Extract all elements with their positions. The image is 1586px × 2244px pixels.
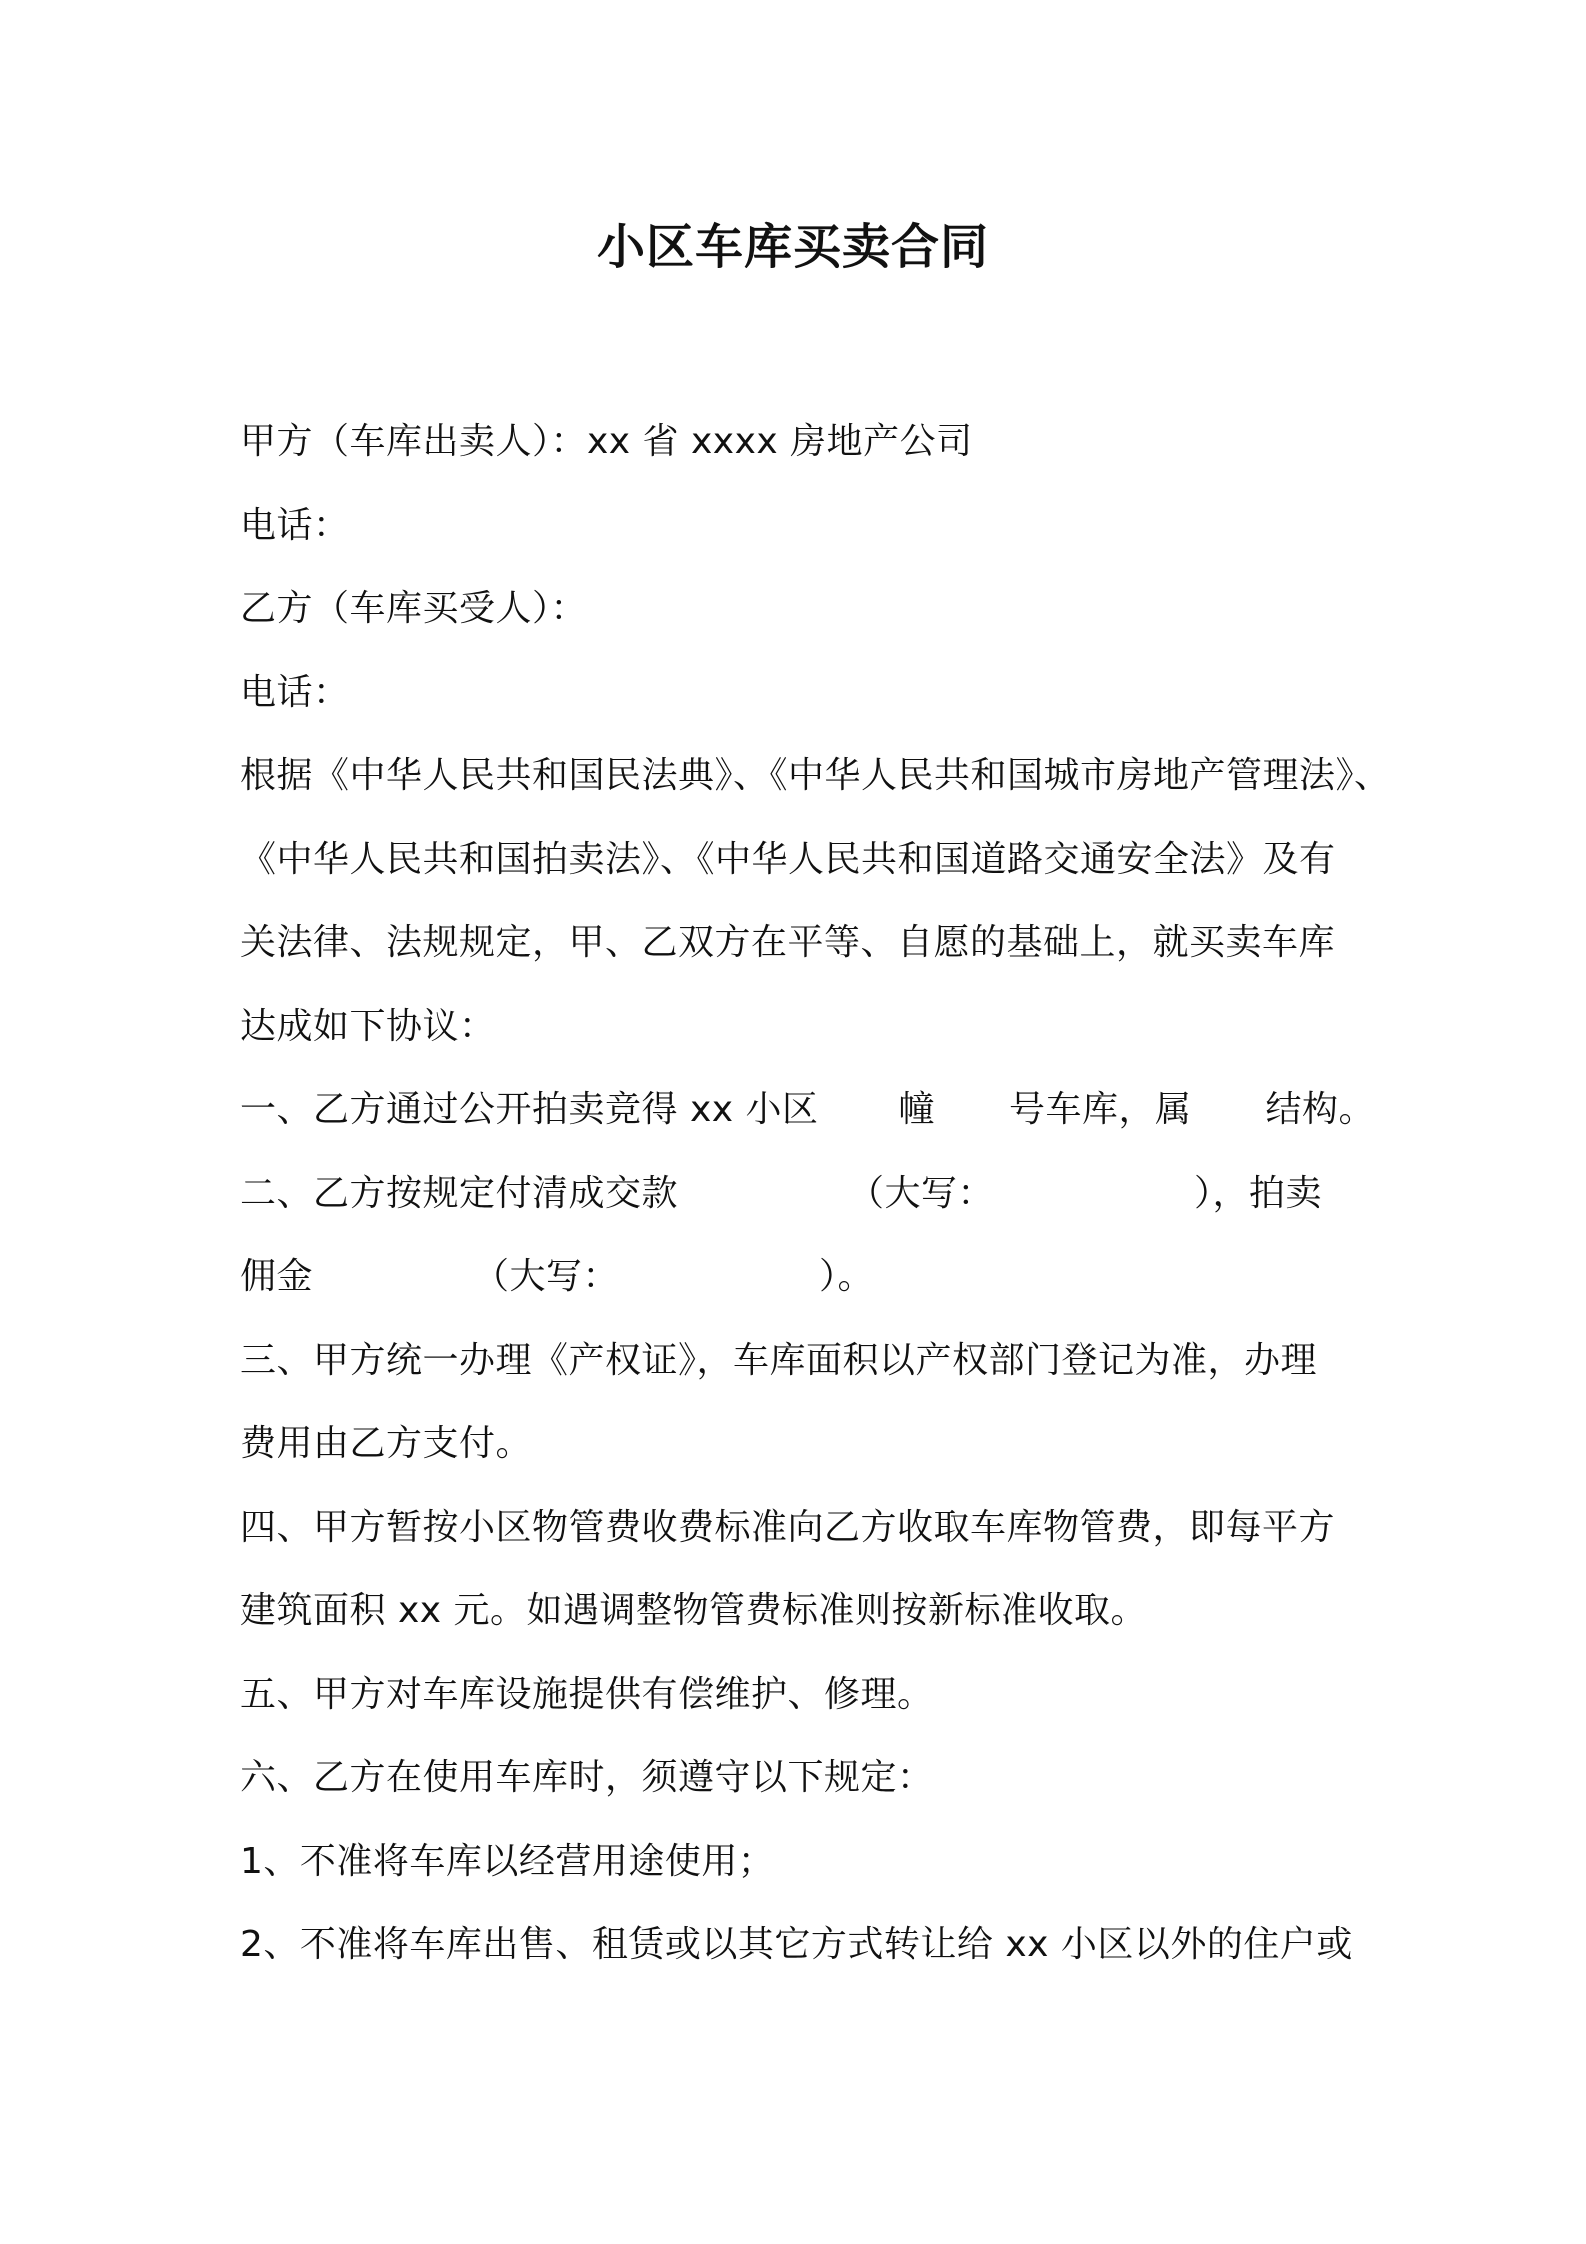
party-b-phone: 电话：	[240, 671, 350, 713]
clause-5: 五、甲方对车库设施提供有偿维护、修理。	[240, 1673, 934, 1715]
party-b-line: 乙方（车库买受人）：	[240, 588, 588, 629]
clause-2-line-2	[240, 1235, 1370, 1319]
preamble-line-1: 根据《中华人民共和国民法典》、《中华人民共和国城市房地产管理法》、	[240, 755, 1391, 796]
contract-body	[240, 400, 1391, 1987]
clause-2-part-5: （大写：	[473, 1256, 620, 1297]
clause-2-part-2: （大写：	[848, 1172, 995, 1214]
document-title: 小区车库买卖合同	[596, 219, 989, 275]
clause-1-part-1: 一、乙方通过公开拍卖竞得 xx 小区	[240, 1089, 819, 1130]
rule-2: 2、不准将车库出售、租赁或以其它方式转让给 xx 小区以外的住户或	[240, 1924, 1353, 1965]
clause-2-part-4: 佣金	[240, 1256, 314, 1297]
clause-1	[240, 1068, 1376, 1152]
clause-4-line-2: 建筑面积 xx 元。如遇调整物管费标准则按新标准收取。	[240, 1590, 1147, 1631]
clause-6: 六、乙方在使用车库时，须遵守以下规定：	[240, 1757, 934, 1798]
clause-3-line-2: 费用由乙方支付。	[240, 1423, 533, 1464]
preamble-line-3: 关法律、法规规定，甲、乙双方在平等、自愿的基础上，就买卖车库	[240, 922, 1336, 963]
preamble-line-4: 达成如下协议：	[240, 1005, 496, 1047]
preamble-line-2: 《中华人民共和国拍卖法》、《中华人民共和国道路交通安全法》及有	[240, 838, 1336, 880]
party-a-line: 甲方（车库出卖人）：xx 省 xxxx 房地产公司	[240, 421, 973, 462]
clause-3-line-1: 三、甲方统一办理《产权证》，车库面积以产权部门登记为准，办理	[240, 1339, 1318, 1381]
rule-1: 1、不准将车库以经营用途使用；	[240, 1840, 775, 1882]
clause-2-line-1	[240, 1152, 1370, 1236]
clause-2-part-1: 二、乙方按规定付清成交款	[240, 1172, 679, 1214]
clause-4-line-1: 四、甲方暂按小区物管费收费标准向乙方收取车库物管费，即每平方	[240, 1506, 1336, 1548]
clause-1-part-4: 结构。	[1265, 1089, 1376, 1130]
clause-1-part-3: 号车库，属	[1009, 1089, 1192, 1130]
clause-1-part-2: 幢	[898, 1089, 936, 1130]
clause-2-part-6: ）。	[819, 1256, 875, 1297]
party-a-phone: 电话：	[240, 504, 350, 546]
clause-2-part-3: ），拍卖	[1194, 1172, 1323, 1214]
